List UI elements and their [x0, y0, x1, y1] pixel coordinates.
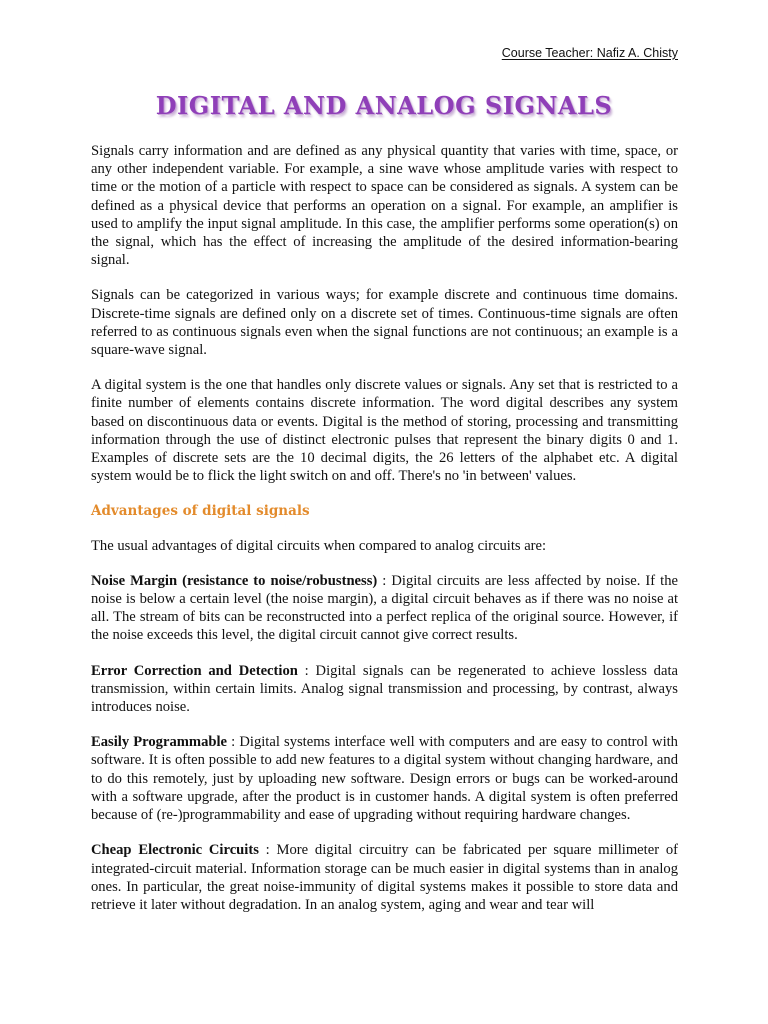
advantage-term: Error Correction and Detection	[91, 662, 298, 679]
advantage-term: Noise Margin (resistance to noise/robustness)	[91, 572, 378, 589]
advantage-item	[91, 733, 678, 824]
document-body	[91, 142, 678, 931]
advantage-item	[91, 662, 678, 717]
advantage-term: Easily Programmable	[91, 734, 228, 751]
advantages-intro: The usual advantages of digital circuits when compared to analog circuits are:	[91, 537, 547, 554]
advantage-text: : Digital signals can be regenerated to achieve lossless data transmission, within certain limits. Analog signal transmission and processing, by contrast, always introduces noise.	[91, 662, 678, 716]
advantage-text: : Digital circuits are less affected by noise. If the noise is below a certain level (the noise margin), a digital circuit behaves as if there was no noise at all. The stream of bits can be reconstructed into a perfect replica of the original source. However, if the noise exceeds this level, the digital circuit cannot give correct results.	[91, 572, 679, 644]
advantage-item	[91, 572, 678, 645]
section-heading-advantages: Advantages of digital signals	[91, 503, 310, 520]
advantage-term: Cheap Electronic Circuits	[91, 842, 259, 859]
paragraph-digital-system: A digital system is the one that handles only discrete values or signals. Any set that is restricted to a finite number of elements contains discrete information. The word digital describes any system based on discontinuous data or events. Digital is the method of storing, processing and transmitting information through the use of distinct electronic pulses that represent the binary digits 0 and 1. Examples of discrete sets are the 10 decimal digits, the 26 letters of the alphabet etc. A digital system would be to flick the light switch on and off. There's no 'in between' values.	[91, 377, 678, 485]
course-teacher-header: Course Teacher: Nafiz A. Chisty	[501, 46, 678, 60]
paragraph-categories: Signals can be categorized in various ways; for example discrete and continuous time domains. Discrete-time signals are defined only on a discrete set of times. Continuous-time signals are often referred to as continuous signals even when the signal functions are not continuous; an example is a square-wave signal.	[91, 287, 678, 359]
paragraph-signals: Signals carry information and are defined as any physical quantity that varies with time, space, or any other independent variable. For example, a sine wave whose amplitude varies with respect to time or the motion of a particle with respect to space can be considered as signals. A system can be defined as a physical device that performs an operation on a signal. For example, an amplifier is used to amplify the input signal amplitude. In this case, the amplifier performs some operation(s) on the signal, which has the effect of increasing the amplitude of the desired information-bearing signal.	[91, 143, 678, 269]
document-title: DIGITAL AND ANALOG SIGNALS	[155, 91, 613, 120]
advantage-text: : Digital systems interface well with computers and are easy to control with software. It is often possible to add new features to a digital system without changing hardware, and to do this remotely, just by uploading new software. Design errors or bugs can be worked-around with a software upgrade, after the product is in customer hands. A digital system is often preferred because of (re-)programmability and ease of upgrading without requiring hardware changes.	[91, 734, 678, 824]
advantage-item	[91, 841, 678, 914]
advantage-text: : More digital circuitry can be fabricated per square millimeter of integrated-circuit material. Information storage can be much easier in digital systems than in analog ones. In particular, the great noise-immunity of digital systems makes it possible to store data and retrieve it later without degradation. In an analog system, aging and wear and tear will	[91, 842, 678, 913]
